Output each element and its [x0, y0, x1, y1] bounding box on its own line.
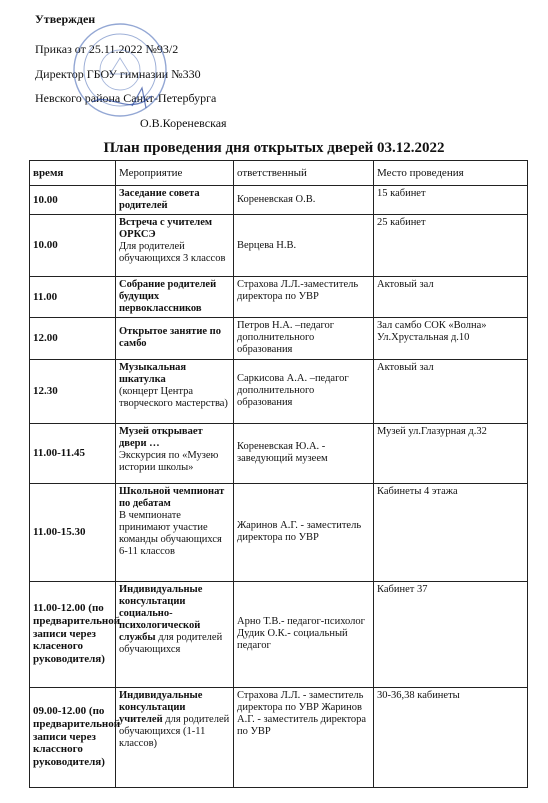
event-detail: для родителей обучающихся: [119, 631, 223, 655]
event-title: Встреча с учителем ОРКСЭ: [119, 217, 213, 241]
cell-event: [116, 359, 234, 423]
cell-place: Музей ул.Глазурная д.32: [374, 423, 528, 483]
cell-responsible: Арно Т.В.- педагог-психолог Дудик О.К.- социальный педагог: [234, 581, 374, 687]
approved-label: Утвержден: [35, 12, 96, 26]
event-detail: Экскурсия по «Музею истории школы»: [119, 449, 219, 473]
header-time: время: [30, 161, 116, 186]
cell-responsible: Страхова Л.Л.-заместитель директора по УВР: [234, 277, 374, 318]
seal-stamp: [72, 22, 168, 118]
cell-responsible: Саркисова А.А. –педагог дополнительного образования: [234, 359, 374, 423]
cell-responsible: Петров Н.А. –педагог дополнительного образования: [234, 318, 374, 359]
cell-event: [116, 215, 234, 277]
cell-event: [116, 423, 234, 483]
event-title: Собрание родителей будущих первоклассников: [119, 279, 217, 315]
cell-time: 09.00-12.00 (по предварительной записи через классного руководителя): [30, 687, 116, 787]
cell-responsible: Кореневская Ю.А. - заведующий музеем: [234, 423, 374, 483]
cell-event: [116, 277, 234, 318]
director-line: Директор ГБОУ гимназии №330: [35, 67, 201, 81]
table-row: [30, 215, 528, 277]
event-title: Музей открывает двери …: [119, 425, 203, 449]
event-detail: (концерт Центра творческого мастерства): [119, 385, 228, 409]
cell-time: 12.30: [30, 359, 116, 423]
table-row: [30, 186, 528, 215]
page-title: План проведения дня открытых дверей 03.12.2022: [103, 140, 445, 156]
cell-time: 11.00: [30, 277, 116, 318]
table-row: [30, 423, 528, 483]
table-row: [30, 687, 528, 787]
event-title: Заседание совета родителей: [119, 188, 200, 212]
table-row: [30, 318, 528, 359]
table-header-row: [30, 161, 528, 186]
cell-time: 11.00-15.30: [30, 483, 116, 581]
event-title: Школьной чемпионат по дебатам: [119, 485, 225, 509]
schedule-table: [29, 160, 528, 788]
cell-place: Актовый зал: [374, 359, 528, 423]
event-title: Индивидуальные консультации учителей: [119, 689, 203, 725]
event-detail: В чемпионате принимают участие команды обучающихся 6-11 классов: [119, 509, 222, 557]
cell-place: Актовый зал: [374, 277, 528, 318]
table-row: [30, 483, 528, 581]
table-row: [30, 277, 528, 318]
cell-place: Кабинеты 4 этажа: [374, 483, 528, 581]
event-title: Открытое занятие по самбо: [119, 326, 221, 350]
table-row: [30, 359, 528, 423]
cell-place: Зал самбо СОК «Волна» Ул.Хрустальная д.10: [374, 318, 528, 359]
cell-responsible: Кореневская О.В.: [234, 186, 374, 215]
event-detail: для родителей обучающихся (1-11 классов): [119, 713, 230, 749]
event-title: Индивидуальные консультации социально-психологической службы: [119, 583, 203, 643]
cell-place: 15 кабинет: [374, 186, 528, 215]
cell-time: 11.00-11.45: [30, 423, 116, 483]
cell-responsible: Жаринов А.Г. - заместитель директора по УВР: [234, 483, 374, 581]
order-line: Приказ от 25.11.2022 №93/2: [35, 42, 179, 56]
event-detail: Для родителей обучающихся 3 классов: [119, 241, 226, 265]
header-responsible: ответственный: [234, 161, 374, 186]
cell-event: [116, 318, 234, 359]
district-line: Невского района Санкт-Петербурга: [35, 91, 217, 105]
cell-responsible: Верцева Н.В.: [234, 215, 374, 277]
director-name: О.В.Кореневская: [140, 116, 227, 130]
cell-event: [116, 687, 234, 787]
cell-time: 12.00: [30, 318, 116, 359]
cell-time: 10.00: [30, 215, 116, 277]
header-place: Место проведения: [374, 161, 528, 186]
cell-responsible: Страхова Л.Л. - заместитель директора по УВР Жаринов А.Г. - заместитель директора по УВР: [234, 687, 374, 787]
cell-time: 10.00: [30, 186, 116, 215]
cell-event: [116, 186, 234, 215]
cell-event: [116, 581, 234, 687]
cell-place: Кабинет 37: [374, 581, 528, 687]
header-event: Мероприятие: [116, 161, 234, 186]
cell-place: 30-36,38 кабинеты: [374, 687, 528, 787]
cell-place: 25 кабинет: [374, 215, 528, 277]
event-title: Музыкальная шкатулка: [119, 361, 187, 385]
cell-event: [116, 483, 234, 581]
cell-time: 11.00-12.00 (по предварительной записи через класеного руководителя): [30, 581, 116, 687]
table-row: [30, 581, 528, 687]
